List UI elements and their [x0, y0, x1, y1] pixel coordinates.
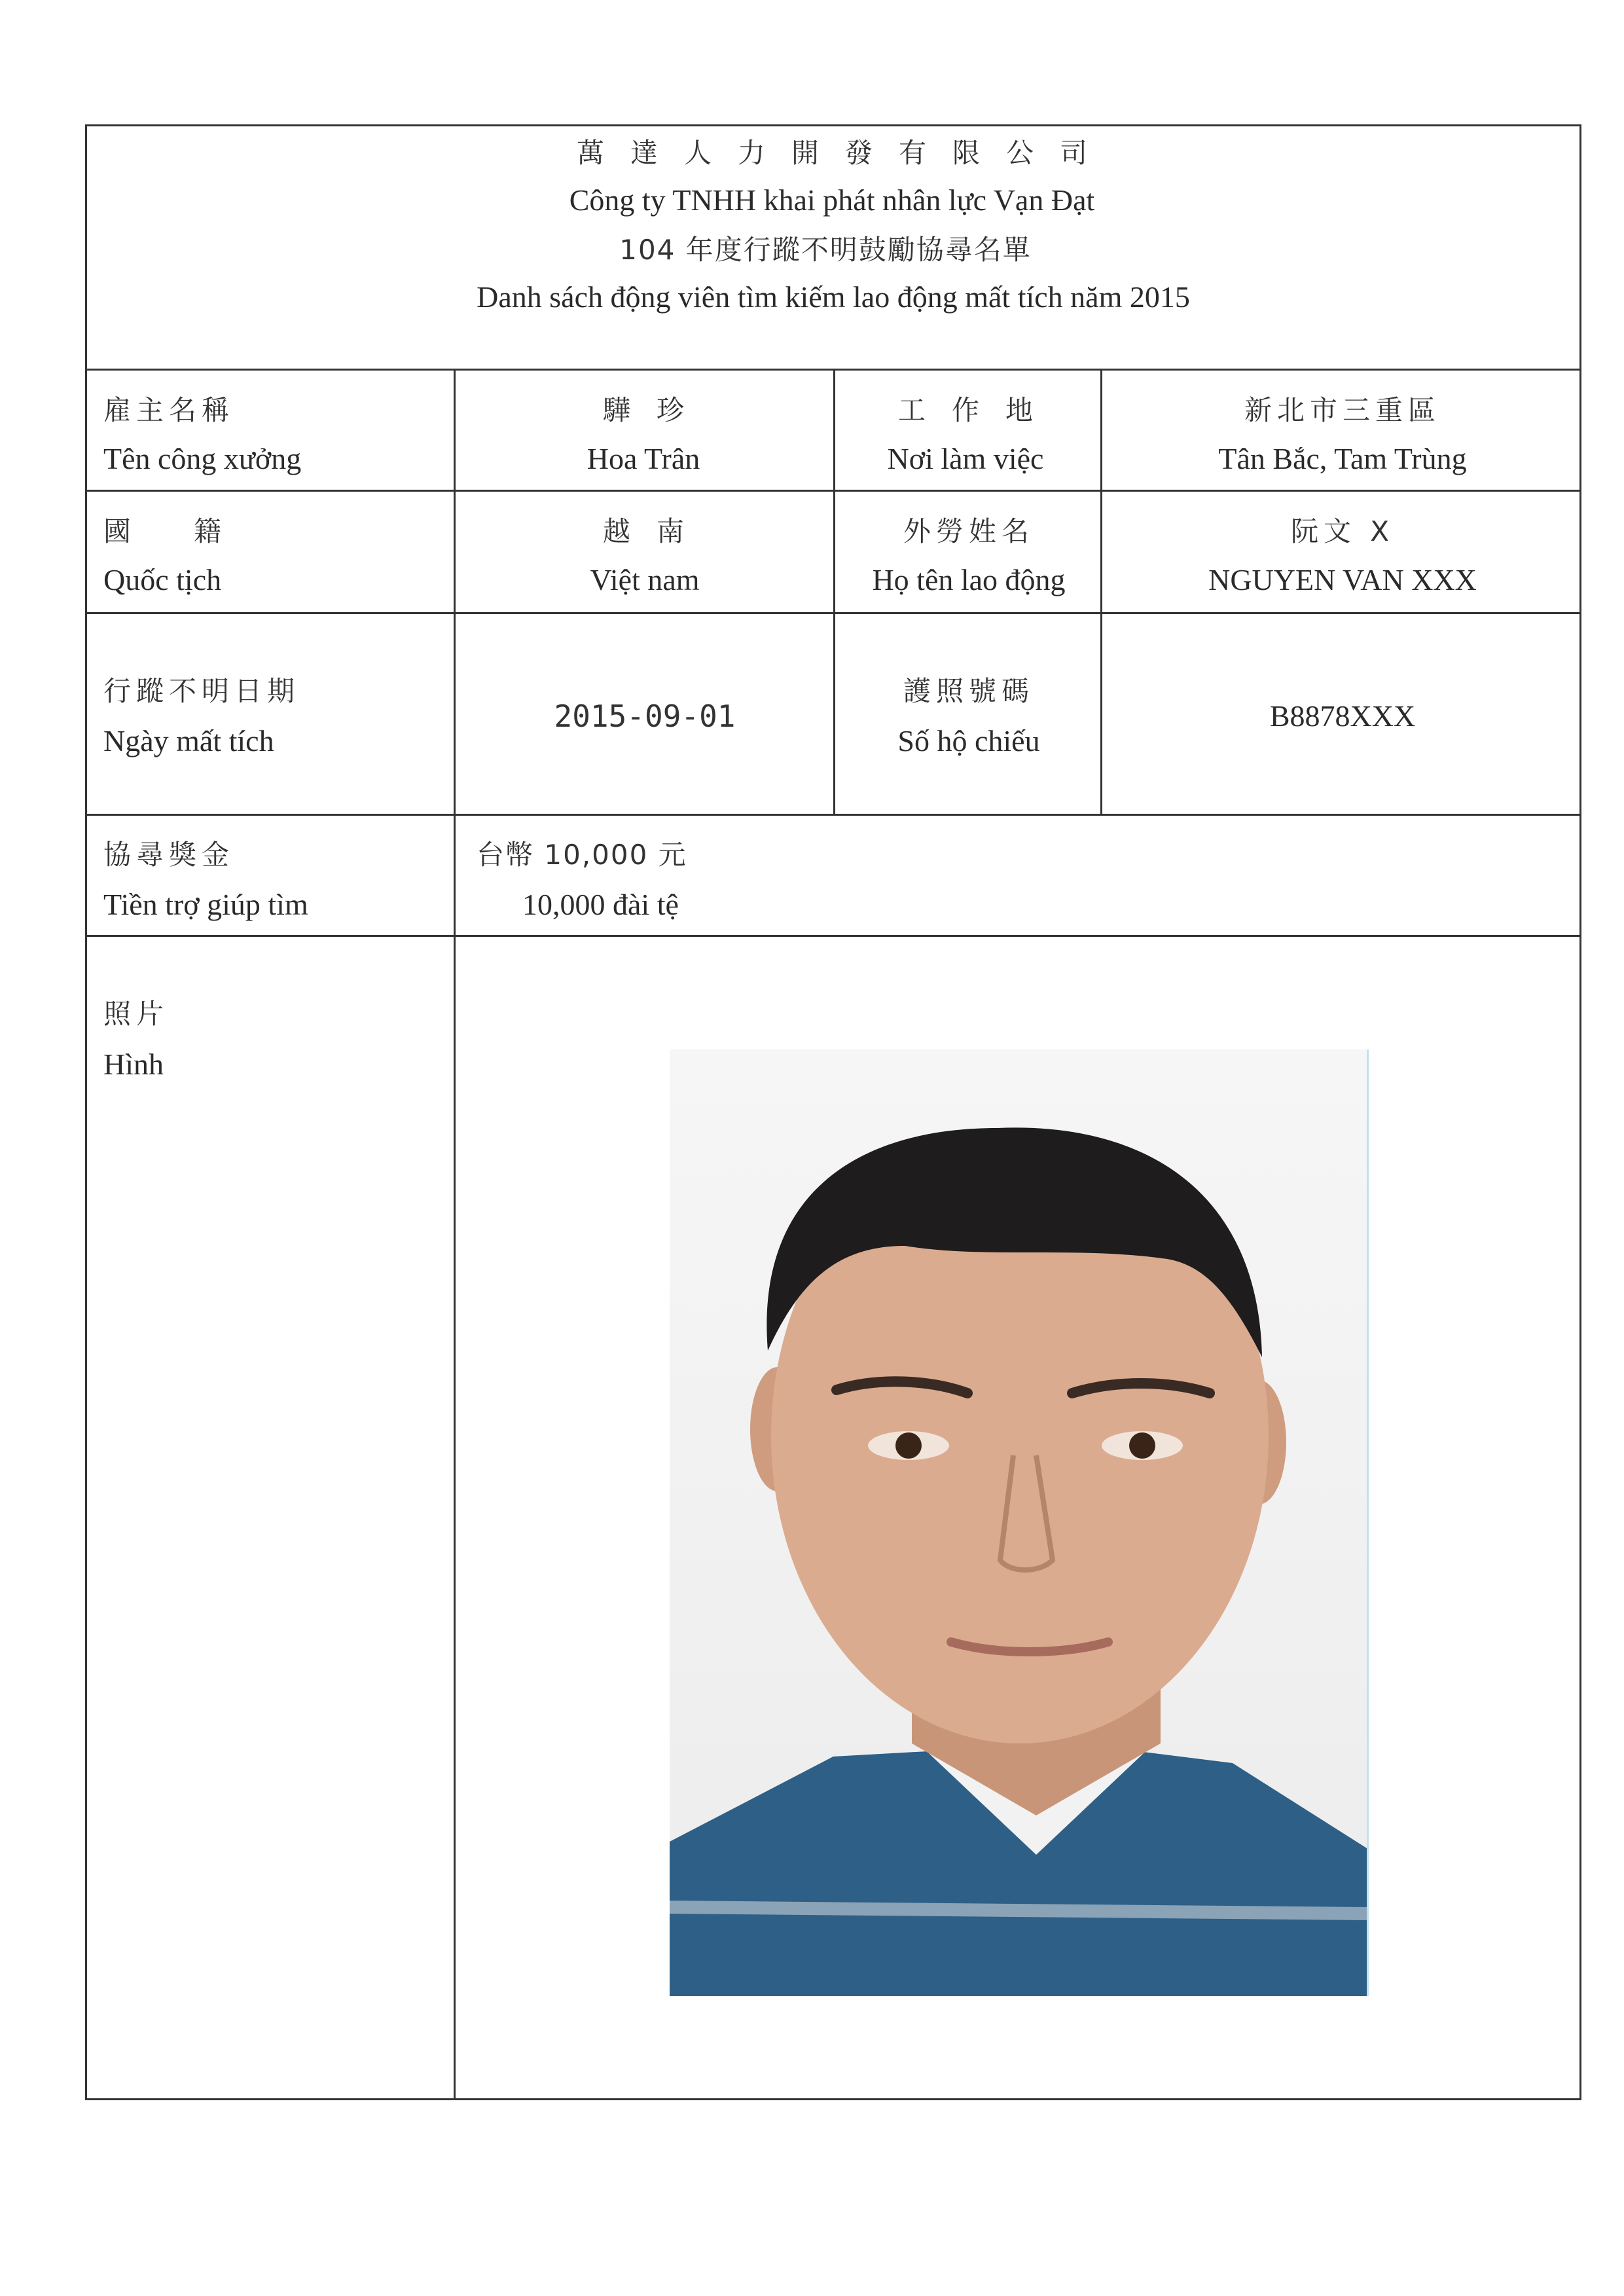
company-name-vi: Công ty TNHH khai phát nhân lực Vạn Đạt: [569, 183, 1095, 217]
nationality-label-zh: 國籍: [103, 515, 285, 547]
missing-date-label-zh: 行蹤不明日期: [103, 675, 300, 707]
divider: [1100, 369, 1102, 814]
employer-value-zh: 驊珍: [602, 394, 711, 426]
divider: [87, 935, 1579, 937]
passport-label-vi: Số hộ chiếu: [897, 724, 1040, 757]
list-title-zh: 104 年度行蹤不明鼓勵協尋名單: [619, 234, 1032, 266]
list-title-vi: Danh sách động viên tìm kiếm lao động mất tích năm 2015: [477, 280, 1190, 314]
reward-label-zh: 協尋獎金: [103, 839, 235, 871]
workplace-label-vi: Nơi làm việc: [887, 442, 1044, 475]
passport-label-zh: 護照號碼: [903, 675, 1035, 707]
worker-name-value-vi: NGUYEN VAN XXX: [1208, 563, 1477, 596]
nationality-value-vi: Việt nam: [590, 563, 700, 596]
nationality-value-zh: 越南: [602, 515, 711, 547]
reward-value-zh: 台幣 10,000 元: [477, 839, 687, 871]
employer-label-vi: Tên công xưởng: [103, 442, 302, 475]
missing-date-value: 2015-09-01: [554, 699, 736, 734]
missing-worker-form: [85, 124, 1581, 2100]
worker-name-value-zh: 阮文 X: [1290, 515, 1395, 547]
divider: [87, 814, 1579, 816]
worker-name-label-zh: 外勞姓名: [903, 515, 1035, 547]
divider: [454, 369, 456, 2100]
passport-value: B8878XXX: [1269, 699, 1416, 733]
portrait-illustration: [670, 1049, 1367, 1996]
worker-portrait-photo: [670, 1049, 1369, 1996]
workplace-value-vi: Tân Bắc, Tam Trùng: [1218, 442, 1467, 475]
divider: [833, 369, 835, 814]
photo-label-zh: 照片: [103, 998, 170, 1030]
nationality-label-vi: Quốc tịch: [103, 563, 222, 596]
reward-value-vi: 10,000 đài tệ: [522, 888, 679, 921]
reward-label-vi: Tiền trợ giúp tìm: [103, 888, 308, 921]
company-name-zh: 萬達人力開發有限公司: [576, 137, 1114, 169]
photo-label-vi: Hình: [103, 1048, 164, 1081]
workplace-value-zh: 新北市三重區: [1244, 394, 1441, 426]
missing-date-label-vi: Ngày mất tích: [103, 724, 274, 757]
employer-label-zh: 雇主名稱: [103, 394, 235, 426]
workplace-label-zh: 工作地: [897, 394, 1060, 426]
employer-value-vi: Hoa Trân: [586, 442, 700, 475]
worker-name-label-vi: Họ tên lao động: [872, 563, 1066, 596]
